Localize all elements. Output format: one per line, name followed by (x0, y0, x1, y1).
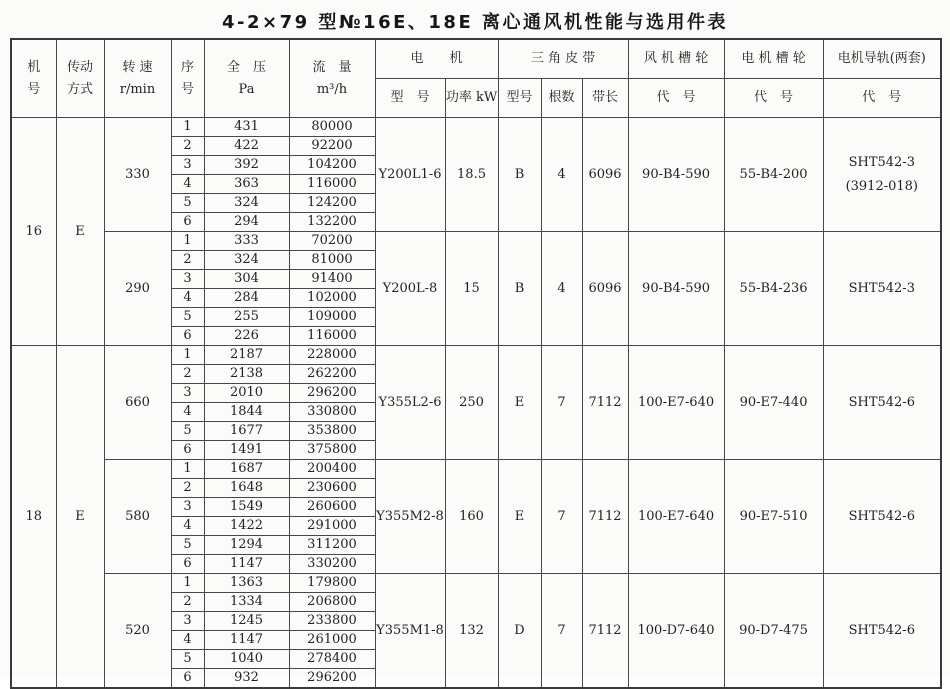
cell-motor-pulley-code: 90-E7-510 (724, 460, 823, 574)
cell-total-pressure: 2010 (204, 384, 289, 403)
cell-seq-no: 3 (171, 270, 204, 289)
cell-seq-no: 3 (171, 156, 204, 175)
cell-seq-no: 1 (171, 460, 204, 479)
cell-total-pressure: 422 (204, 137, 289, 156)
cell-fan-pulley-code: 90-B4-590 (628, 232, 724, 346)
cell-seq-no: 5 (171, 422, 204, 441)
cell-belt-type: B (498, 118, 541, 232)
cell-motor-power: 132 (445, 574, 498, 689)
header-motor-group: 电 机 (375, 39, 498, 79)
cell-total-pressure: 363 (204, 175, 289, 194)
cell-total-pressure: 284 (204, 289, 289, 308)
header-row-groups (11, 39, 941, 79)
cell-belt-type: E (498, 346, 541, 460)
cell-drive-mode: E (56, 118, 104, 346)
cell-motor-power: 250 (445, 346, 498, 460)
cell-motor-pulley-code: 55-B4-236 (724, 232, 823, 346)
cell-flow: 375800 (289, 441, 375, 460)
cell-flow: 200400 (289, 460, 375, 479)
cell-flow: 330200 (289, 555, 375, 574)
cell-belt-count: 4 (541, 232, 582, 346)
cell-belt-type: D (498, 574, 541, 689)
table-row (11, 574, 941, 593)
page-title: 4-2×79 型№16E、18E 离心通风机性能与选用件表 (221, 12, 729, 33)
cell-seq-no: 2 (171, 137, 204, 156)
header-total-pressure: 全 压 Pa (204, 39, 289, 118)
cell-seq-no: 5 (171, 536, 204, 555)
cell-flow: 116000 (289, 327, 375, 346)
header-flow: 流 量 m³/h (289, 39, 375, 118)
cell-fan-pulley-code: 100-D7-640 (628, 574, 724, 689)
cell-seq-no: 2 (171, 479, 204, 498)
cell-flow: 296200 (289, 669, 375, 689)
header-speed: 转 速 r/min (104, 39, 171, 118)
cell-machine-no: 18 (11, 346, 56, 689)
cell-total-pressure: 1334 (204, 593, 289, 612)
cell-machine-no: 16 (11, 118, 56, 346)
cell-flow: 70200 (289, 232, 375, 251)
cell-total-pressure: 294 (204, 213, 289, 232)
cell-flow: 132200 (289, 213, 375, 232)
cell-belt-length: 7112 (582, 346, 628, 460)
cell-total-pressure: 304 (204, 270, 289, 289)
cell-seq-no: 5 (171, 194, 204, 213)
cell-total-pressure: 1245 (204, 612, 289, 631)
header-motor-pulley-code: 代 号 (724, 79, 823, 118)
cell-total-pressure: 1491 (204, 441, 289, 460)
header-seq-no: 序 号 (171, 39, 204, 118)
cell-drive-mode: E (56, 346, 104, 689)
cell-belt-type: B (498, 232, 541, 346)
cell-seq-no: 5 (171, 308, 204, 327)
cell-total-pressure: 1549 (204, 498, 289, 517)
cell-motor-model: Y355L2-6 (375, 346, 445, 460)
cell-flow: 116000 (289, 175, 375, 194)
cell-flow: 278400 (289, 650, 375, 669)
cell-motor-pulley-code: 90-E7-440 (724, 346, 823, 460)
cell-speed: 290 (104, 232, 171, 346)
cell-total-pressure: 1147 (204, 631, 289, 650)
cell-motor-model: Y355M2-8 (375, 460, 445, 574)
cell-belt-type: E (498, 460, 541, 574)
cell-total-pressure: 1844 (204, 403, 289, 422)
cell-total-pressure: 1294 (204, 536, 289, 555)
cell-flow: 353800 (289, 422, 375, 441)
cell-seq-no: 4 (171, 175, 204, 194)
cell-seq-no: 4 (171, 289, 204, 308)
header-belt-type: 型号 (498, 79, 541, 118)
cell-flow: 124200 (289, 194, 375, 213)
cell-flow: 291000 (289, 517, 375, 536)
cell-total-pressure: 2138 (204, 365, 289, 384)
cell-seq-no: 3 (171, 612, 204, 631)
cell-fan-pulley-code: 100-E7-640 (628, 460, 724, 574)
header-belt-count: 根数 (541, 79, 582, 118)
cell-motor-model: Y200L1-6 (375, 118, 445, 232)
cell-flow: 262200 (289, 365, 375, 384)
cell-belt-length: 7112 (582, 574, 628, 689)
cell-motor-pulley-code: 55-B4-200 (724, 118, 823, 232)
cell-seq-no: 4 (171, 517, 204, 536)
cell-speed: 580 (104, 460, 171, 574)
header-motor-model: 型 号 (375, 79, 445, 118)
cell-seq-no: 2 (171, 593, 204, 612)
cell-total-pressure: 1040 (204, 650, 289, 669)
header-motor-power: 功率 kW (445, 79, 498, 118)
cell-total-pressure: 324 (204, 251, 289, 270)
cell-total-pressure: 226 (204, 327, 289, 346)
cell-seq-no: 1 (171, 574, 204, 593)
cell-total-pressure: 1648 (204, 479, 289, 498)
cell-seq-no: 6 (171, 441, 204, 460)
performance-table-container (10, 38, 942, 689)
cell-seq-no: 4 (171, 631, 204, 650)
table-row (11, 118, 941, 137)
cell-rails-code: SHT542-6 (823, 346, 941, 460)
header-motor-pulley-group: 电 机 槽 轮 (724, 39, 823, 79)
cell-motor-model: Y200L-8 (375, 232, 445, 346)
cell-belt-count: 7 (541, 574, 582, 689)
cell-flow: 228000 (289, 346, 375, 365)
cell-motor-power: 15 (445, 232, 498, 346)
cell-seq-no: 6 (171, 669, 204, 689)
cell-seq-no: 2 (171, 365, 204, 384)
header-belt-group: 三 角 皮 带 (498, 39, 628, 79)
cell-belt-count: 7 (541, 460, 582, 574)
table-body (11, 118, 941, 689)
cell-fan-pulley-code: 100-E7-640 (628, 346, 724, 460)
cell-flow: 260600 (289, 498, 375, 517)
header-drive-mode: 传动 方式 (56, 39, 104, 118)
table-row (11, 460, 941, 479)
cell-total-pressure: 255 (204, 308, 289, 327)
cell-seq-no: 1 (171, 118, 204, 137)
header-fan-pulley-code: 代 号 (628, 79, 724, 118)
header-fan-pulley-group: 风 机 槽 轮 (628, 39, 724, 79)
cell-seq-no: 4 (171, 403, 204, 422)
cell-total-pressure: 1677 (204, 422, 289, 441)
table-row (11, 346, 941, 365)
header-rails-group: 电机导轨(两套) (823, 39, 941, 79)
cell-total-pressure: 333 (204, 232, 289, 251)
cell-belt-length: 6096 (582, 232, 628, 346)
header-rails-code: 代 号 (823, 79, 941, 118)
cell-seq-no: 2 (171, 251, 204, 270)
fan-performance-table (10, 38, 942, 689)
cell-flow: 91400 (289, 270, 375, 289)
cell-rails-code: SHT542-6 (823, 460, 941, 574)
cell-flow: 230600 (289, 479, 375, 498)
cell-speed: 660 (104, 346, 171, 460)
cell-flow: 330800 (289, 403, 375, 422)
cell-rails-code: SHT542-3 (3912-018) (823, 118, 941, 232)
cell-flow: 109000 (289, 308, 375, 327)
cell-motor-power: 160 (445, 460, 498, 574)
cell-flow: 179800 (289, 574, 375, 593)
cell-rails-code: SHT542-6 (823, 574, 941, 689)
cell-seq-no: 3 (171, 384, 204, 403)
cell-flow: 102000 (289, 289, 375, 308)
cell-flow: 261000 (289, 631, 375, 650)
cell-flow: 206800 (289, 593, 375, 612)
cell-seq-no: 6 (171, 327, 204, 346)
cell-total-pressure: 932 (204, 669, 289, 689)
cell-flow: 233800 (289, 612, 375, 631)
cell-total-pressure: 324 (204, 194, 289, 213)
cell-seq-no: 1 (171, 232, 204, 251)
header-machine-no: 机 号 (11, 39, 56, 118)
cell-fan-pulley-code: 90-B4-590 (628, 118, 724, 232)
cell-speed: 520 (104, 574, 171, 689)
cell-motor-model: Y355M1-8 (375, 574, 445, 689)
cell-belt-count: 4 (541, 118, 582, 232)
cell-belt-count: 7 (541, 346, 582, 460)
cell-motor-pulley-code: 90-D7-475 (724, 574, 823, 689)
cell-seq-no: 5 (171, 650, 204, 669)
cell-flow: 311200 (289, 536, 375, 555)
cell-flow: 92200 (289, 137, 375, 156)
cell-flow: 104200 (289, 156, 375, 175)
cell-belt-length: 6096 (582, 118, 628, 232)
cell-speed: 330 (104, 118, 171, 232)
cell-seq-no: 3 (171, 498, 204, 517)
cell-total-pressure: 1363 (204, 574, 289, 593)
cell-flow: 80000 (289, 118, 375, 137)
cell-motor-power: 18.5 (445, 118, 498, 232)
table-row (11, 232, 941, 251)
cell-flow: 81000 (289, 251, 375, 270)
cell-seq-no: 1 (171, 346, 204, 365)
cell-total-pressure: 431 (204, 118, 289, 137)
cell-total-pressure: 2187 (204, 346, 289, 365)
cell-total-pressure: 1687 (204, 460, 289, 479)
cell-rails-code: SHT542-3 (823, 232, 941, 346)
cell-total-pressure: 1422 (204, 517, 289, 536)
cell-total-pressure: 392 (204, 156, 289, 175)
table-header (11, 39, 941, 118)
cell-belt-length: 7112 (582, 460, 628, 574)
cell-total-pressure: 1147 (204, 555, 289, 574)
cell-seq-no: 6 (171, 213, 204, 232)
header-belt-length: 带长 (582, 79, 628, 118)
cell-flow: 296200 (289, 384, 375, 403)
cell-seq-no: 6 (171, 555, 204, 574)
